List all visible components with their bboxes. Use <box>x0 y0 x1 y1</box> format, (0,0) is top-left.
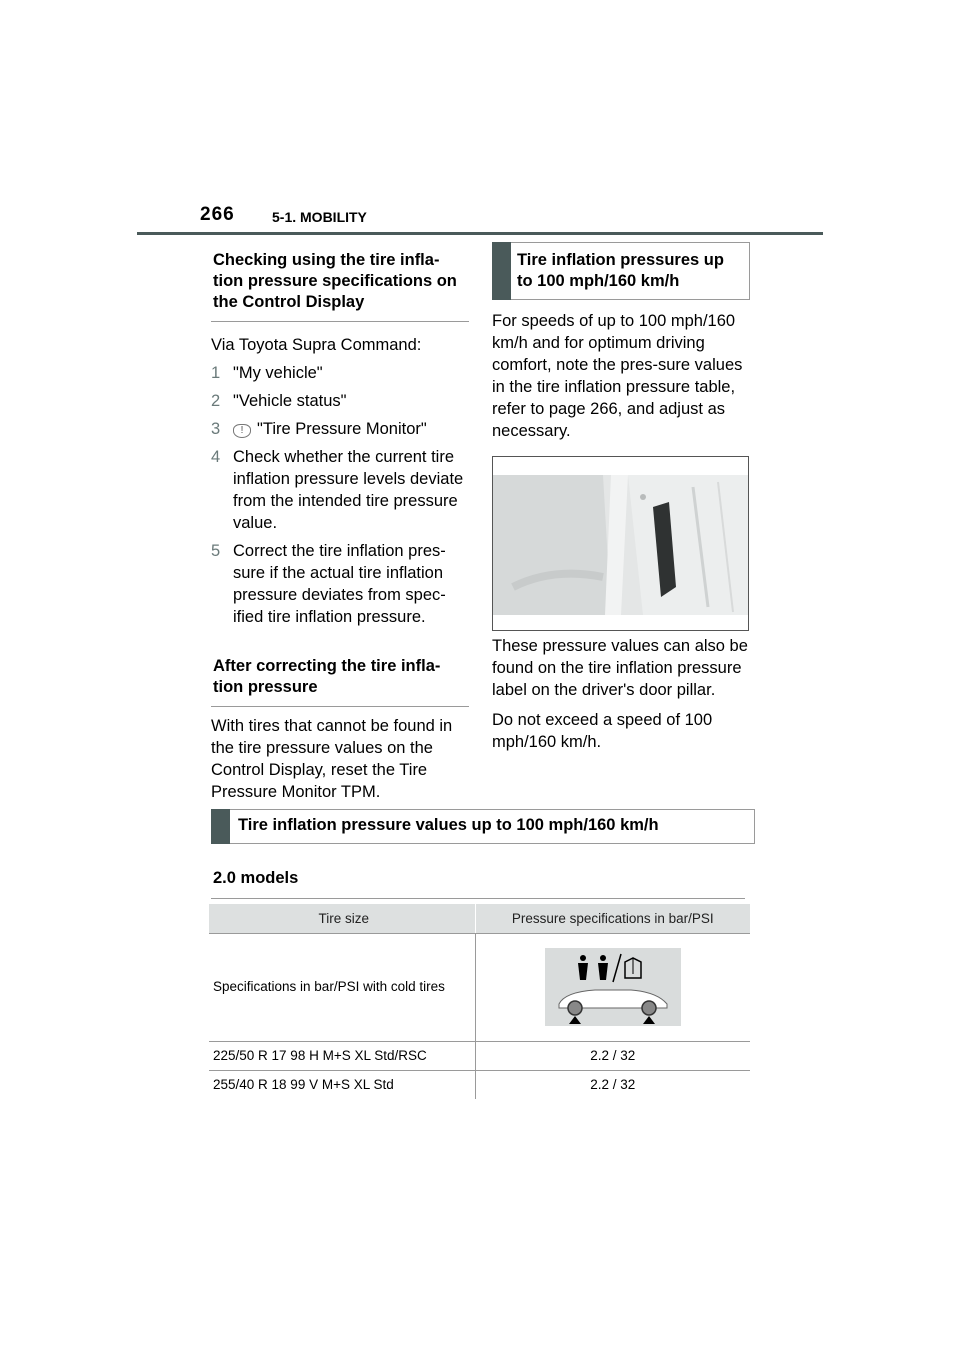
tire-pressure-table <box>209 904 750 1099</box>
table-cell <box>475 933 750 1041</box>
table-row <box>209 1070 750 1099</box>
door-pillar-illustration <box>493 457 749 631</box>
intro-text: Via Toyota Supra Command: <box>211 336 422 354</box>
list-item <box>211 418 469 440</box>
step-number: 1 <box>211 364 221 382</box>
speed-text: For speeds of up to 100 mph/160 km/h and for optimum driving comfort, note the pres-sure values in the tire inflation pressure table, refer to page 266, and adjust as necessary. <box>492 312 743 440</box>
tire-warning-icon: ! <box>233 424 251 438</box>
speed-limit-text: Do not exceed a speed of 100 mph/160 km/h. <box>492 711 713 751</box>
list-item <box>211 540 469 628</box>
list-item <box>211 446 469 534</box>
section-title: 5-1. MOBILITY <box>272 209 367 225</box>
reset-text: With tires that cannot be found in the tire pressure values on the Control Display, reset the Tire Pressure Monitor TPM. <box>211 717 453 801</box>
step-text: "Tire Pressure Monitor" <box>257 420 427 438</box>
list-item <box>211 390 469 412</box>
left-column <box>211 242 469 803</box>
heading-after-correcting: After correcting the tire infla-tion pressure <box>211 648 469 707</box>
table-row <box>209 1041 750 1070</box>
right-column <box>492 242 750 753</box>
step-text: "Vehicle status" <box>233 392 347 410</box>
heading-checking: Checking using the tire infla-tion pressure specifications on the Control Display <box>211 242 469 322</box>
tire-size-cell: 255/40 R 18 99 V M+S XL Std <box>209 1070 475 1099</box>
tire-size-cell: 225/50 R 17 98 H M+S XL Std/RSC <box>209 1041 475 1070</box>
column-header: Tire size <box>209 904 475 933</box>
step-list <box>211 362 469 628</box>
pressure-cell: 2.2 / 32 <box>590 1077 636 1093</box>
page-number: 266 <box>200 204 235 225</box>
header-rule <box>137 232 823 235</box>
step-number: 3 <box>211 420 221 438</box>
table-header-row <box>209 904 750 933</box>
table-section-heading: Tire inflation pressure values up to 100 mph/160 km/h <box>211 809 755 844</box>
label-text: These pressure values can also be found on the tire inflation pressure label on the driver's door pillar. <box>492 637 748 699</box>
step-number: 5 <box>211 542 221 560</box>
column-header: Pressure specifications in bar/PSI <box>475 904 750 933</box>
step-number: 2 <box>211 392 221 410</box>
step-text: Check whether the current tire inflation pressure levels deviate from the intended tire pressure value. <box>233 448 464 532</box>
car-load-icon <box>545 948 681 1026</box>
step-text: Correct the tire inflation pres-sure if the actual tire inflation pressure deviates from spec-ified tire inflation pressure. <box>233 542 446 626</box>
step-text: "My vehicle" <box>233 364 323 382</box>
step-number: 4 <box>211 448 221 466</box>
cold-tires-note: Specifications in bar/PSI with cold tires <box>213 979 445 994</box>
table-cell <box>209 933 475 1041</box>
pressure-cell: 2.2 / 32 <box>475 1041 750 1070</box>
list-item <box>211 362 469 384</box>
models-subheading: 2.0 models <box>211 866 745 899</box>
heading-pressures: Tire inflation pressures up to 100 mph/160 km/h <box>492 242 750 300</box>
table-row <box>209 933 750 1041</box>
door-pillar-figure <box>492 456 749 631</box>
